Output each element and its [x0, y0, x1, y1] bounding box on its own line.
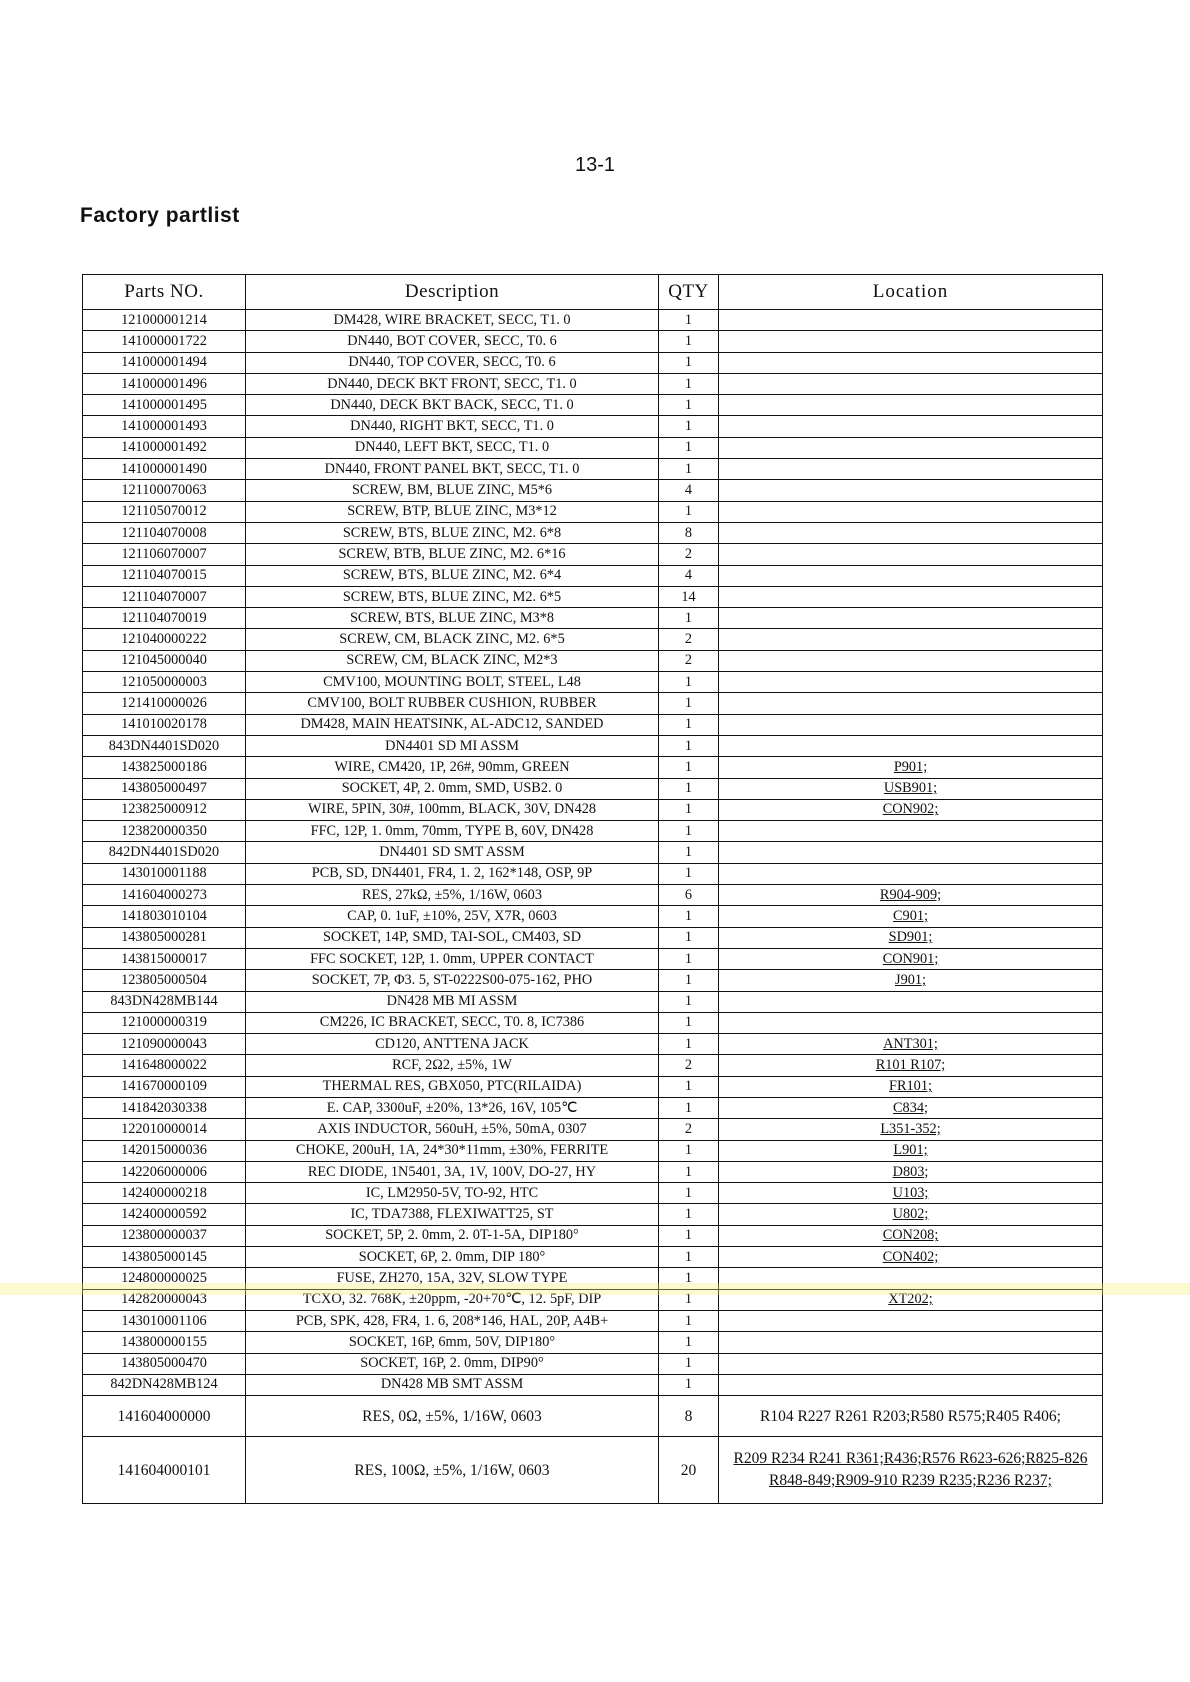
qty-cell: 1	[659, 799, 719, 820]
table-row	[83, 544, 1103, 565]
table-row	[83, 331, 1103, 352]
part-number-cell: 121104070019	[83, 608, 246, 629]
location-cell: L351-352;	[719, 1119, 1103, 1140]
part-number-cell: 142015000036	[83, 1140, 246, 1161]
qty-cell: 1	[659, 735, 719, 756]
description-cell: CMV100, MOUNTING BOLT, STEEL, L48	[246, 672, 659, 693]
description-cell: SOCKET, 6P, 2. 0mm, DIP 180°	[246, 1247, 659, 1268]
location-cell: C901;	[719, 906, 1103, 927]
location-cell	[719, 416, 1103, 437]
part-number-cell: 123825000912	[83, 799, 246, 820]
part-number-cell: 143825000186	[83, 757, 246, 778]
qty-cell: 1	[659, 459, 719, 480]
qty-cell: 1	[659, 757, 719, 778]
description-cell: REC DIODE, 1N5401, 3A, 1V, 100V, DO-27, HY	[246, 1161, 659, 1182]
description-cell: SOCKET, 5P, 2. 0mm, 2. 0T-1-5A, DIP180°	[246, 1225, 659, 1246]
location-cell	[719, 608, 1103, 629]
table-row	[83, 1247, 1103, 1268]
description-cell: SOCKET, 4P, 2. 0mm, SMD, USB2. 0	[246, 778, 659, 799]
part-number-cell: 842DN4401SD020	[83, 842, 246, 863]
description-cell: RCF, 2Ω2, ±5%, 1W	[246, 1055, 659, 1076]
table-row	[83, 416, 1103, 437]
table-row	[83, 799, 1103, 820]
description-cell: SCREW, BM, BLUE ZINC, M5*6	[246, 480, 659, 501]
location-cell: R209 R234 R241 R361;R436;R576 R623-626;R825-826 R848-849;R909-910 R239 R235;R236 R237;	[719, 1437, 1103, 1504]
table-row	[83, 522, 1103, 543]
description-cell: WIRE, 5PIN, 30#, 100mm, BLACK, 30V, DN428	[246, 799, 659, 820]
location-cell	[719, 395, 1103, 416]
qty-cell: 1	[659, 608, 719, 629]
qty-cell: 1	[659, 1310, 719, 1331]
description-cell: IC, TDA7388, FLEXIWATT25, ST	[246, 1204, 659, 1225]
location-cell	[719, 991, 1103, 1012]
part-number-cell: 143805000145	[83, 1247, 246, 1268]
description-cell: RES, 100Ω, ±5%, 1/16W, 0603	[246, 1437, 659, 1504]
description-cell: CD120, ANTTENA JACK	[246, 1034, 659, 1055]
table-row	[83, 672, 1103, 693]
part-number-cell: 141000001494	[83, 352, 246, 373]
qty-cell: 1	[659, 501, 719, 522]
location-cell	[719, 1310, 1103, 1331]
qty-cell: 2	[659, 629, 719, 650]
location-cell	[719, 501, 1103, 522]
table-row	[83, 1097, 1103, 1118]
part-number-cell: 143805000497	[83, 778, 246, 799]
qty-cell: 1	[659, 842, 719, 863]
qty-cell: 1	[659, 778, 719, 799]
description-cell: DN4401 SD MI ASSM	[246, 735, 659, 756]
location-cell	[719, 1268, 1103, 1289]
part-number-cell: 141604000101	[83, 1437, 246, 1504]
location-cell	[719, 373, 1103, 394]
part-number-cell: 141000001496	[83, 373, 246, 394]
description-cell: PCB, SD, DN4401, FR4, 1. 2, 162*148, OSP, 9P	[246, 863, 659, 884]
description-cell: CM226, IC BRACKET, SECC, T0. 8, IC7386	[246, 1012, 659, 1033]
location-cell	[719, 863, 1103, 884]
description-cell: SCREW, BTS, BLUE ZINC, M2. 6*5	[246, 586, 659, 607]
location-cell	[719, 480, 1103, 501]
description-cell: SCREW, CM, BLACK ZINC, M2. 6*5	[246, 629, 659, 650]
description-cell: DN440, LEFT BKT, SECC, T1. 0	[246, 437, 659, 458]
description-cell: SOCKET, 14P, SMD, TAI-SOL, CM403, SD	[246, 927, 659, 948]
qty-cell: 6	[659, 885, 719, 906]
location-cell	[719, 1332, 1103, 1353]
description-cell: DN440, FRONT PANEL BKT, SECC, T1. 0	[246, 459, 659, 480]
description-cell: DM428, MAIN HEATSINK, AL-ADC12, SANDED	[246, 714, 659, 735]
table-row	[83, 459, 1103, 480]
qty-cell: 2	[659, 1055, 719, 1076]
location-cell: R101 R107;	[719, 1055, 1103, 1076]
qty-cell: 1	[659, 693, 719, 714]
location-cell	[719, 714, 1103, 735]
part-number-cell: 121000001214	[83, 310, 246, 331]
table-row	[83, 1204, 1103, 1225]
qty-cell: 1	[659, 373, 719, 394]
part-number-cell: 141648000022	[83, 1055, 246, 1076]
location-cell: R904-909;	[719, 885, 1103, 906]
description-cell: THERMAL RES, GBX050, PTC(RILAIDA)	[246, 1076, 659, 1097]
qty-cell: 1	[659, 1140, 719, 1161]
table-row	[83, 714, 1103, 735]
location-cell: FR101;	[719, 1076, 1103, 1097]
description-cell: E. CAP, 3300uF, ±20%, 13*26, 16V, 105℃	[246, 1097, 659, 1118]
part-number-cell: 123820000350	[83, 821, 246, 842]
location-cell	[719, 1012, 1103, 1033]
part-number-cell: 121045000040	[83, 650, 246, 671]
table-row	[83, 927, 1103, 948]
table-row	[83, 310, 1103, 331]
description-cell: SOCKET, 16P, 2. 0mm, DIP90°	[246, 1353, 659, 1374]
qty-cell: 2	[659, 650, 719, 671]
table-row	[83, 906, 1103, 927]
table-row	[83, 352, 1103, 373]
part-number-cell: 121106070007	[83, 544, 246, 565]
qty-cell: 1	[659, 970, 719, 991]
part-number-cell: 121050000003	[83, 672, 246, 693]
part-number-cell: 843DN4401SD020	[83, 735, 246, 756]
table-header-row	[83, 275, 1103, 310]
part-number-cell: 122010000014	[83, 1119, 246, 1140]
location-cell	[719, 629, 1103, 650]
location-cell	[719, 1353, 1103, 1374]
part-number-cell: 121090000043	[83, 1034, 246, 1055]
location-cell	[719, 821, 1103, 842]
location-cell	[719, 331, 1103, 352]
description-cell: DN428 MB SMT ASSM	[246, 1374, 659, 1395]
qty-cell: 1	[659, 1374, 719, 1395]
location-cell: C834;	[719, 1097, 1103, 1118]
qty-cell: 1	[659, 1161, 719, 1182]
qty-cell: 8	[659, 1396, 719, 1437]
table-row	[83, 948, 1103, 969]
qty-cell: 1	[659, 1268, 719, 1289]
part-number-cell: 143800000155	[83, 1332, 246, 1353]
qty-cell: 1	[659, 1183, 719, 1204]
table-row	[83, 735, 1103, 756]
qty-cell: 1	[659, 991, 719, 1012]
table-row	[83, 1437, 1103, 1504]
part-number-cell: 141842030338	[83, 1097, 246, 1118]
location-cell	[719, 437, 1103, 458]
table-row	[83, 1268, 1103, 1289]
description-cell: DN428 MB MI ASSM	[246, 991, 659, 1012]
qty-cell: 1	[659, 310, 719, 331]
table-row	[83, 842, 1103, 863]
part-number-cell: 843DN428MB144	[83, 991, 246, 1012]
location-cell: USB901;	[719, 778, 1103, 799]
description-cell: SCREW, BTB, BLUE ZINC, M2. 6*16	[246, 544, 659, 565]
location-cell: CON208;	[719, 1225, 1103, 1246]
table-row	[83, 1353, 1103, 1374]
description-cell: SCREW, BTS, BLUE ZINC, M2. 6*8	[246, 522, 659, 543]
part-number-cell: 143010001106	[83, 1310, 246, 1331]
qty-cell: 1	[659, 1289, 719, 1310]
table-row	[83, 565, 1103, 586]
part-number-cell: 141604000273	[83, 885, 246, 906]
table-row	[83, 1396, 1103, 1437]
part-number-cell: 141000001493	[83, 416, 246, 437]
table-row	[83, 1140, 1103, 1161]
qty-cell: 1	[659, 395, 719, 416]
description-cell: SCREW, BTS, BLUE ZINC, M2. 6*4	[246, 565, 659, 586]
part-number-cell: 141604000000	[83, 1396, 246, 1437]
description-cell: TCXO, 32. 768K, ±20ppm, -20+70℃, 12. 5pF, DIP	[246, 1289, 659, 1310]
table-row	[83, 757, 1103, 778]
description-cell: RES, 0Ω, ±5%, 1/16W, 0603	[246, 1396, 659, 1437]
location-cell: CON901;	[719, 948, 1103, 969]
location-cell	[719, 842, 1103, 863]
table-row	[83, 1012, 1103, 1033]
location-cell	[719, 565, 1103, 586]
part-number-cell: 121105070012	[83, 501, 246, 522]
location-cell	[719, 735, 1103, 756]
qty-cell: 1	[659, 416, 719, 437]
table-row	[83, 863, 1103, 884]
table-row	[83, 608, 1103, 629]
qty-cell: 1	[659, 948, 719, 969]
location-cell	[719, 522, 1103, 543]
location-cell: U103;	[719, 1183, 1103, 1204]
location-cell: CON902;	[719, 799, 1103, 820]
description-cell: FFC, 12P, 1. 0mm, 70mm, TYPE B, 60V, DN428	[246, 821, 659, 842]
part-number-cell: 141010020178	[83, 714, 246, 735]
part-number-cell: 143805000281	[83, 927, 246, 948]
qty-cell: 1	[659, 1076, 719, 1097]
description-cell: CMV100, BOLT RUBBER CUSHION, RUBBER	[246, 693, 659, 714]
part-number-cell: 141670000109	[83, 1076, 246, 1097]
table-row	[83, 395, 1103, 416]
header-qty: QTY	[659, 275, 719, 310]
qty-cell: 1	[659, 1247, 719, 1268]
table-row	[83, 1289, 1103, 1310]
table-row	[83, 1119, 1103, 1140]
description-cell: IC, LM2950-5V, TO-92, HTC	[246, 1183, 659, 1204]
part-number-cell: 121040000222	[83, 629, 246, 650]
location-cell	[719, 672, 1103, 693]
table-row	[83, 1374, 1103, 1395]
part-number-cell: 842DN428MB124	[83, 1374, 246, 1395]
description-cell: DN440, BOT COVER, SECC, T0. 6	[246, 331, 659, 352]
qty-cell: 1	[659, 672, 719, 693]
table-row	[83, 1076, 1103, 1097]
qty-cell: 1	[659, 927, 719, 948]
table-row	[83, 1183, 1103, 1204]
description-cell: FUSE, ZH270, 15A, 32V, SLOW TYPE	[246, 1268, 659, 1289]
location-cell	[719, 650, 1103, 671]
qty-cell: 1	[659, 821, 719, 842]
header-location: Location	[719, 275, 1103, 310]
location-cell	[719, 586, 1103, 607]
qty-cell: 1	[659, 863, 719, 884]
parts-table	[82, 274, 1103, 1504]
location-cell: P901;	[719, 757, 1103, 778]
header-description: Description	[246, 275, 659, 310]
location-cell	[719, 1374, 1103, 1395]
description-cell: DN440, RIGHT BKT, SECC, T1. 0	[246, 416, 659, 437]
part-number-cell: 121104070008	[83, 522, 246, 543]
location-cell	[719, 544, 1103, 565]
location-cell: CON402;	[719, 1247, 1103, 1268]
qty-cell: 1	[659, 352, 719, 373]
table-row	[83, 885, 1103, 906]
table-row	[83, 1225, 1103, 1246]
part-number-cell: 121104070015	[83, 565, 246, 586]
part-number-cell: 143815000017	[83, 948, 246, 969]
part-number-cell: 143010001188	[83, 863, 246, 884]
part-number-cell: 141000001490	[83, 459, 246, 480]
qty-cell: 8	[659, 522, 719, 543]
description-cell: DN440, DECK BKT FRONT, SECC, T1. 0	[246, 373, 659, 394]
table-row	[83, 501, 1103, 522]
description-cell: WIRE, CM420, 1P, 26#, 90mm, GREEN	[246, 757, 659, 778]
qty-cell: 1	[659, 437, 719, 458]
description-cell: SCREW, CM, BLACK ZINC, M2*3	[246, 650, 659, 671]
qty-cell: 14	[659, 586, 719, 607]
qty-cell: 2	[659, 544, 719, 565]
table-row	[83, 629, 1103, 650]
qty-cell: 1	[659, 1012, 719, 1033]
table-row	[83, 1055, 1103, 1076]
qty-cell: 1	[659, 1204, 719, 1225]
page-number: 13-1	[574, 154, 616, 176]
location-cell	[719, 310, 1103, 331]
part-number-cell: 143805000470	[83, 1353, 246, 1374]
qty-cell: 1	[659, 1097, 719, 1118]
location-cell: SD901;	[719, 927, 1103, 948]
qty-cell: 1	[659, 331, 719, 352]
part-number-cell: 142400000592	[83, 1204, 246, 1225]
description-cell: DN440, DECK BKT BACK, SECC, T1. 0	[246, 395, 659, 416]
qty-cell: 1	[659, 1353, 719, 1374]
table-row	[83, 821, 1103, 842]
document-title: Factory partlist	[80, 204, 240, 227]
description-cell: PCB, SPK, 428, FR4, 1. 6, 208*146, HAL, 20P, A4B+	[246, 1310, 659, 1331]
location-cell: U802;	[719, 1204, 1103, 1225]
qty-cell: 1	[659, 906, 719, 927]
qty-cell: 20	[659, 1437, 719, 1504]
table-row	[83, 693, 1103, 714]
qty-cell: 4	[659, 480, 719, 501]
location-cell: ANT301;	[719, 1034, 1103, 1055]
table-row	[83, 437, 1103, 458]
qty-cell: 2	[659, 1119, 719, 1140]
part-number-cell: 123805000504	[83, 970, 246, 991]
part-number-cell: 141000001722	[83, 331, 246, 352]
location-cell: D803;	[719, 1161, 1103, 1182]
qty-cell: 4	[659, 565, 719, 586]
description-cell: AXIS INDUCTOR, 560uH, ±5%, 50mA, 0307	[246, 1119, 659, 1140]
header-parts-no: Parts NO.	[83, 275, 246, 310]
part-number-cell: 123800000037	[83, 1225, 246, 1246]
table-row	[83, 1034, 1103, 1055]
description-cell: DN440, TOP COVER, SECC, T0. 6	[246, 352, 659, 373]
table-row	[83, 1310, 1103, 1331]
part-number-cell: 141000001492	[83, 437, 246, 458]
description-cell: CHOKE, 200uH, 1A, 24*30*11mm, ±30%, FERRITE	[246, 1140, 659, 1161]
part-number-cell: 141000001495	[83, 395, 246, 416]
part-number-cell: 141803010104	[83, 906, 246, 927]
location-cell	[719, 693, 1103, 714]
table-row	[83, 586, 1103, 607]
qty-cell: 1	[659, 1225, 719, 1246]
description-cell: RES, 27kΩ, ±5%, 1/16W, 0603	[246, 885, 659, 906]
description-cell: SOCKET, 16P, 6mm, 50V, DIP180°	[246, 1332, 659, 1353]
location-cell	[719, 459, 1103, 480]
part-number-cell: 142820000043	[83, 1289, 246, 1310]
part-number-cell: 121410000026	[83, 693, 246, 714]
part-number-cell: 142206000006	[83, 1161, 246, 1182]
description-cell: DN4401 SD SMT ASSM	[246, 842, 659, 863]
description-cell: SCREW, BTS, BLUE ZINC, M3*8	[246, 608, 659, 629]
table-row	[83, 1332, 1103, 1353]
location-cell: L901;	[719, 1140, 1103, 1161]
part-number-cell: 121104070007	[83, 586, 246, 607]
description-cell: DM428, WIRE BRACKET, SECC, T1. 0	[246, 310, 659, 331]
description-cell: SOCKET, 7P, Φ3. 5, ST-0222S00-075-162, PHO	[246, 970, 659, 991]
description-cell: CAP, 0. 1uF, ±10%, 25V, X7R, 0603	[246, 906, 659, 927]
part-number-cell: 142400000218	[83, 1183, 246, 1204]
part-number-cell: 124800000025	[83, 1268, 246, 1289]
table-row	[83, 1161, 1103, 1182]
location-cell: XT202;	[719, 1289, 1103, 1310]
qty-cell: 1	[659, 714, 719, 735]
table-row	[83, 970, 1103, 991]
part-number-cell: 121000000319	[83, 1012, 246, 1033]
location-cell: J901;	[719, 970, 1103, 991]
qty-cell: 1	[659, 1034, 719, 1055]
qty-cell: 1	[659, 1332, 719, 1353]
table-row	[83, 991, 1103, 1012]
location-cell: R104 R227 R261 R203;R580 R575;R405 R406;	[719, 1396, 1103, 1437]
description-cell: SCREW, BTP, BLUE ZINC, M3*12	[246, 501, 659, 522]
parts-table-body	[83, 310, 1103, 1504]
description-cell: FFC SOCKET, 12P, 1. 0mm, UPPER CONTACT	[246, 948, 659, 969]
part-number-cell: 121100070063	[83, 480, 246, 501]
table-row	[83, 480, 1103, 501]
table-row	[83, 650, 1103, 671]
location-cell	[719, 352, 1103, 373]
table-row	[83, 373, 1103, 394]
table-row	[83, 778, 1103, 799]
